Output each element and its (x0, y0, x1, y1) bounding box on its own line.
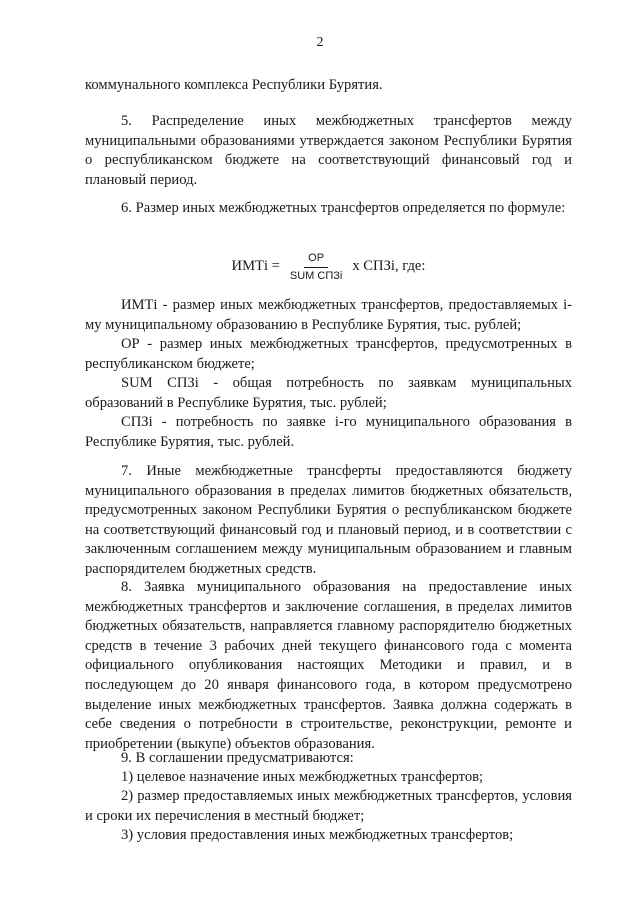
list-item-2: 2) размер предоставляемых иных межбюджетных трансфертов, условия и сроки их перечисления в местный бюджет; (85, 788, 572, 824)
page-number: 2 (316, 35, 324, 50)
paragraph-5: 5. Распределение иных межбюджетных трансфертов между муниципальными образованиями утверждается законом Республики Бурятия о республиканском бюджете на соответствующий финансовый год и плановый период. (85, 113, 572, 188)
list-item-3: 3) условия предоставления иных межбюджетных трансфертов; (121, 827, 514, 843)
formula-fraction (286, 252, 346, 283)
formula (85, 248, 572, 286)
definition-imti: ИМТi - размер иных межбюджетных трансфертов, предоставляемых i-му муниципальному образованию в Республике Бурятия, тыс. рублей; (85, 297, 572, 333)
continuation-line: коммунального комплекса Республики Бурятия. (85, 77, 383, 93)
formula-rhs: х СПЗi, где: (352, 258, 426, 275)
formula-numerator: ОР (304, 252, 328, 268)
paragraph-8: 8. Заявка муниципального образования на предоставление иных межбюджетных трансфертов и заключение соглашения, в пределах лимитов бюджетных обязательств, направляется главному распорядителю бюджетных средств в течение 3 рабочих дней текущего финансового года с момента официального опубликования настоящих Методики и правил, и в последующем до 20 января финансового года, в котором предусмотрено выделение иных межбюджетных трансфертов. Заявка должна содержать в себе сведения о потребности в строительстве, реконструкции, ремонте и приобретении (выкупе) объектов образования. (85, 579, 572, 752)
formula-lhs: ИМТi = (231, 258, 280, 275)
formula-denominator: SUM СПЗi (289, 269, 343, 282)
list-item-1: 1) целевое назначение иных межбюджетных трансфертов; (121, 769, 484, 785)
paragraph-7: 7. Иные межбюджетные трансферты предоставляются бюджету муниципального образования в пределах лимитов бюджетных обязательств, предусмотренных законом Республики Бурятия о республиканском бюджете на соответствующий финансовый год и плановый период, и в соответствии с заключенным соглашением между муниципальным образованием и главным распорядителем бюджетных средств. (85, 463, 572, 577)
definition-spzi: СПЗi - потребность по заявке i-го муниципального образования в Республике Бурятия, тыс. рублей. (85, 414, 572, 450)
definition-or: ОР - размер иных межбюджетных трансфертов, предусмотренных в республиканском бюджете; (85, 336, 572, 372)
paragraph-6: 6. Размер иных межбюджетных трансфертов определяется по формуле: (121, 200, 566, 216)
paragraph-9: 9. В соглашении предусматриваются: (121, 750, 354, 766)
definition-sum-spzi: SUM СПЗi - общая потребность по заявкам муниципальных образований в Республике Бурятия, тыс. рублей; (85, 375, 572, 411)
